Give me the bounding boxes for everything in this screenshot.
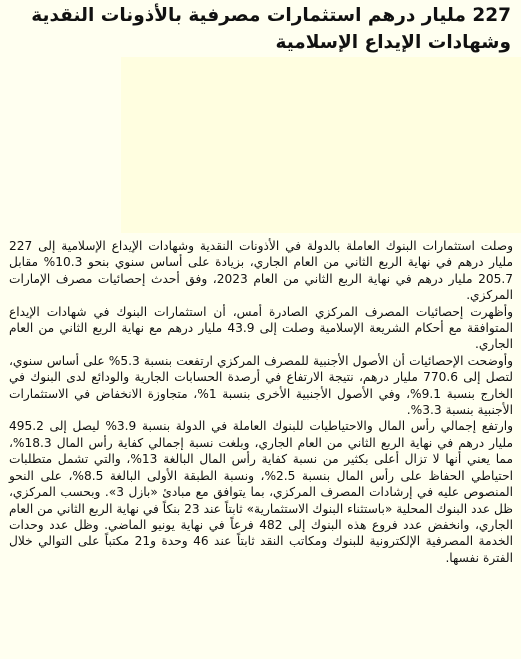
article-paragraph-3: وأوضحت الإحصائيات أن الأصول الأجنبية للمصرف المركزي ارتفعت بنسبة 5.3% على أساس سنوي، لتصل إلى 770.6 مليار درهم، نتيجة الارتفاع في أرصدة الحسابات الجارية والودائع لدى البنوك في الخارج بنسبة 9.1%، وفي الأصول الأجنبية الأخرى بنسبة 1%، متجاوزة الانخفاض في الاستثمارات الأجنبية بنسبة 3.3%. (9, 353, 513, 418)
article-headline: 227 مليار درهم استثمارات مصرفية بالأذونات النقدية وشهادات الإيداع الإسلامية (31, 5, 511, 53)
article-paragraph-2: وأظهرت إحصائيات المصرف المركزي الصادرة أمس، أن استثمارات البنوك في شهادات الإيداع المتوافقة مع أحكام الشريعة الإسلامية وصلت إلى 43.9 مليار درهم مع نهاية الربع الثاني من العام الجاري. (9, 304, 513, 352)
article-paragraph-4: وارتفع إجمالي رأس المال والاحتياطيات للبنوك العاملة في الدولة بنسبة 3.9% ليصل إلى 495.2 مليار درهم في نهاية الربع الثاني من العام الجاري، وبلغت نسبة إجمالي كفاية رأس المال 18.3%، مما يعني أنها لا تزال أعلى بكثير من نسبة كفاية رأس المال البالغة 13%، والتي تشمل متطلبات احتياطي الحفاظ على رأس المال بنسبة 2.5%، ونسبة الطبقة الأولى البالغة 8.5%، على النحو المنصوص عليه في إرشادات المصرف المركزي، بما يتوافق مع مبادئ «بازل 3». وبحسب المركزي، ظل عدد البنوك المحلية «باستثناء البنوك الاستثمارية» ثابتاً عند 23 بنكاً في نهاية الربع الثاني من العام الجاري، وانخفض عدد فروع هذه البنوك إلى 482 فرعاً في نهاية يونيو الماضي. وظل عدد وحدات الخدمة المصرفية الإلكترونية للبنوك ومكاتب النقد ثابتاً عند 46 وحدة و21 مكتباً على التوالي خلال الفترة نفسها. (9, 419, 514, 565)
article-image (121, 57, 521, 233)
article-body (9, 238, 513, 566)
article-paragraph-1: وصلت استثمارات البنوك العاملة بالدولة في الأذونات النقدية وشهادات الإيداع الإسلامية إلى 227 مليار درهم في نهاية الربع الثاني من العام الجاري، بزيادة على أساس سنوي بنحو 10.3% مقابل 205.7 مليار درهم في نهاية الربع الثاني من العام 2023، وفق أحدث إحصائيات مصرف الإمارات المركزي. (9, 239, 513, 303)
